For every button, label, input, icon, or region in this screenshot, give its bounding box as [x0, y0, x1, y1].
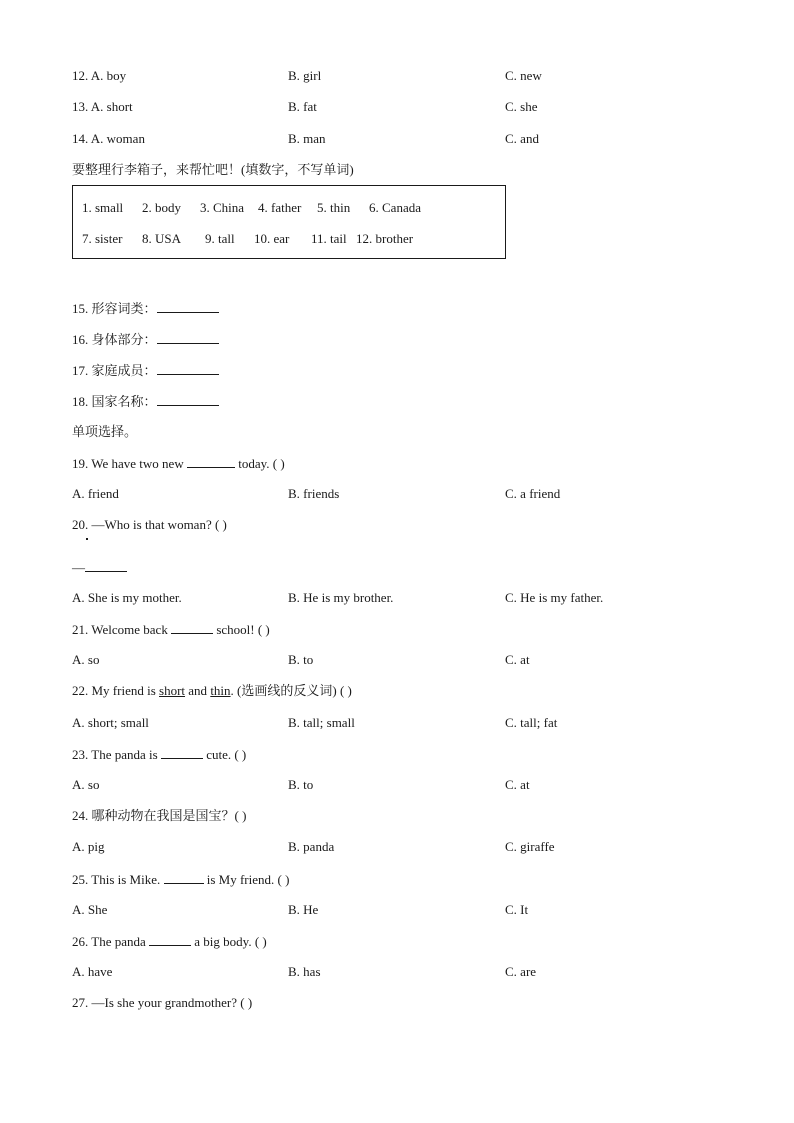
- q13-option-a: 13. A. short: [72, 99, 133, 114]
- q22-underlined-word-1: short: [159, 683, 186, 698]
- q26-option-b: B. has: [288, 964, 321, 979]
- q21-option-b: B. to: [288, 652, 314, 667]
- q21-option-a: A. so: [72, 652, 100, 667]
- word-item: 3. China: [200, 200, 245, 215]
- q22-stem-post: . (选画线的反义词) ( ): [230, 683, 352, 698]
- q19-option-a: A. friend: [72, 486, 119, 501]
- q25-stem-post: is My friend. ( ): [206, 872, 290, 887]
- word-item: 11. tail: [311, 231, 347, 246]
- q23-stem: [72, 746, 246, 763]
- stray-dot: [86, 538, 88, 540]
- q22-option-c: C. tall; fat: [505, 715, 558, 730]
- q15: [72, 300, 219, 317]
- section-sort-title: 要整理行李箱子，来帮忙吧！(填数字，不写单词): [72, 162, 354, 177]
- q26-option-c: C. are: [505, 964, 537, 979]
- q17: [72, 362, 219, 379]
- q18-answer-blank[interactable]: [157, 393, 219, 406]
- word-box-row-2: [82, 231, 413, 247]
- q12-option-b: B. girl: [288, 68, 322, 83]
- word-item: 6. Canada: [369, 200, 421, 215]
- q14-option-c: C. and: [505, 131, 539, 146]
- word-item: 2. body: [142, 200, 181, 215]
- q25-option-c: C. It: [505, 902, 529, 917]
- q17-label: 17. 家庭成员：: [72, 363, 157, 378]
- q24-option-a: A. pig: [72, 839, 105, 854]
- q20-dash: —: [72, 560, 85, 575]
- section-choice-title: 单项选择。: [72, 424, 138, 439]
- q15-label: 15. 形容词类：: [72, 301, 157, 316]
- q18: [72, 393, 219, 410]
- q26-answer-blank[interactable]: [149, 933, 191, 946]
- q25-answer-blank[interactable]: [164, 871, 204, 884]
- q21-stem-post: school! ( ): [216, 622, 270, 637]
- q23-answer-blank[interactable]: [161, 746, 203, 759]
- q23-stem-pre: 23. The panda is: [72, 747, 158, 762]
- q23-option-b: B. to: [288, 777, 314, 792]
- q19-option-b: B. friends: [288, 486, 340, 501]
- q13-option-b: B. fat: [288, 99, 317, 114]
- q24-option-c: C. giraffe: [505, 839, 555, 854]
- q14-option-b: B. man: [288, 131, 326, 146]
- q12-option-a: 12. A. boy: [72, 68, 127, 83]
- q23-option-c: C. at: [505, 777, 530, 792]
- q25-stem: [72, 871, 289, 888]
- q21-answer-blank[interactable]: [171, 621, 213, 634]
- q25-option-a: A. She: [72, 902, 108, 917]
- q24-option-b: B. panda: [288, 839, 335, 854]
- q22-option-b: B. tall; small: [288, 715, 355, 730]
- q20-option-b: B. He is my brother.: [288, 590, 394, 605]
- q19-answer-blank[interactable]: [187, 455, 235, 468]
- q19-stem-pre: 19. We have two new: [72, 456, 184, 471]
- word-item: 5. thin: [317, 200, 351, 215]
- q22-stem-mid: and: [188, 683, 208, 698]
- q24-stem: 24. 哪种动物在我国是国宝？( ): [72, 808, 247, 823]
- word-item: 8. USA: [142, 231, 182, 246]
- word-item: 10. ear: [254, 231, 290, 246]
- q22-option-a: A. short; small: [72, 715, 149, 730]
- q20-answer-blank[interactable]: [85, 559, 127, 572]
- q20-reply: [72, 559, 127, 576]
- q22-stem: [72, 683, 352, 699]
- q20-option-c: C. He is my father.: [505, 590, 604, 605]
- q21-option-c: C. at: [505, 652, 530, 667]
- q19-stem: [72, 455, 285, 472]
- q18-label: 18. 国家名称：: [72, 394, 157, 409]
- q21-stem: [72, 621, 270, 638]
- q22-underlined-word-2: thin: [210, 683, 231, 698]
- q20-option-a: A. She is my mother.: [72, 590, 182, 605]
- q19-option-c: C. a friend: [505, 486, 561, 501]
- word-item: 1. small: [82, 200, 124, 215]
- q23-stem-post: cute. ( ): [206, 747, 247, 762]
- q16: [72, 331, 219, 348]
- q26-stem: [72, 933, 267, 950]
- q17-answer-blank[interactable]: [157, 362, 219, 375]
- word-item: 4. father: [258, 200, 302, 215]
- word-item: 9. tall: [205, 231, 235, 246]
- q15-answer-blank[interactable]: [157, 300, 219, 313]
- q25-stem-pre: 25. This is Mike.: [72, 872, 161, 887]
- q26-stem-pre: 26. The panda: [72, 934, 146, 949]
- q22-stem-pre: 22. My friend is: [72, 683, 156, 698]
- q26-option-a: A. have: [72, 964, 113, 979]
- q16-answer-blank[interactable]: [157, 331, 219, 344]
- q12-option-c: C. new: [505, 68, 542, 83]
- q20-stem: 20. —Who is that woman? ( ): [72, 517, 227, 532]
- word-item: 7. sister: [82, 231, 123, 246]
- word-item: 12. brother: [356, 231, 414, 246]
- q27-stem: 27. —Is she your grandmother? ( ): [72, 995, 253, 1010]
- q19-stem-post: today. ( ): [238, 456, 285, 471]
- q26-stem-post: a big body. ( ): [194, 934, 267, 949]
- word-box: [72, 185, 506, 259]
- q14-option-a: 14. A. woman: [72, 131, 145, 146]
- q16-label: 16. 身体部分：: [72, 332, 157, 347]
- q25-option-b: B. He: [288, 902, 319, 917]
- q21-stem-pre: 21. Welcome back: [72, 622, 168, 637]
- q23-option-a: A. so: [72, 777, 100, 792]
- word-box-row-1: [82, 200, 421, 216]
- q13-option-c: C. she: [505, 99, 538, 114]
